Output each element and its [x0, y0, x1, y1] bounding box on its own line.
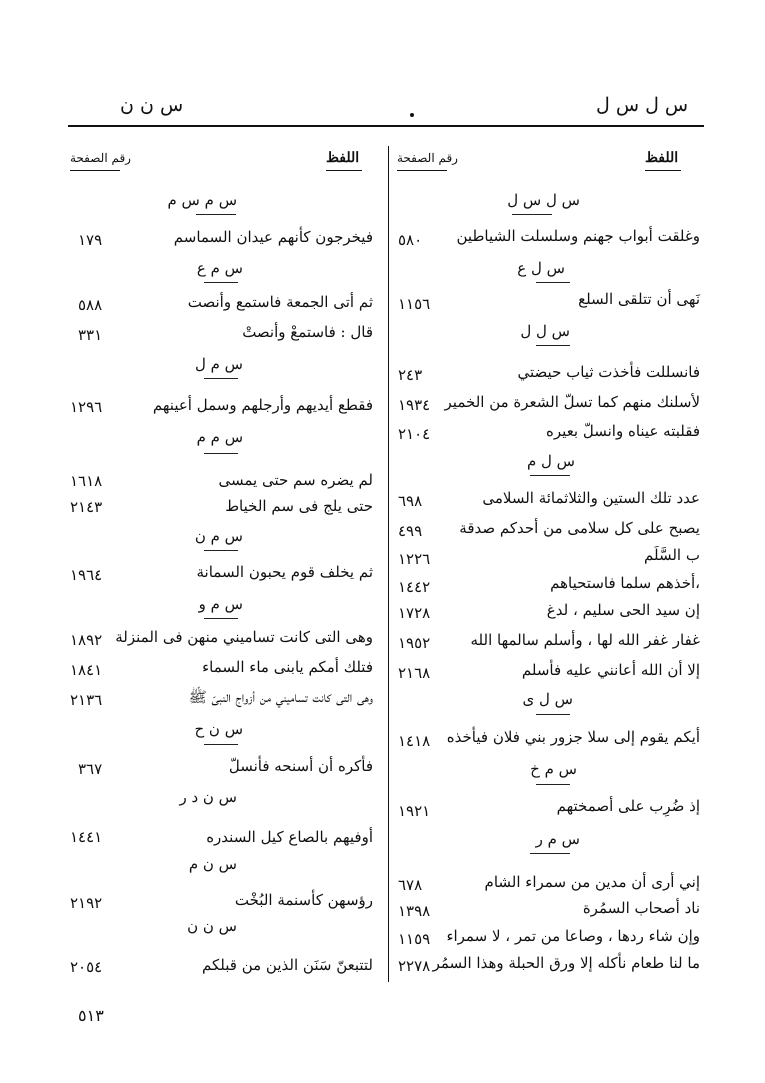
- entry-page-number: ٦٧٨: [398, 876, 423, 894]
- entry-page-number: ٢١٣٦: [70, 691, 103, 709]
- entry-page-number: ١١٥٩: [398, 930, 431, 948]
- root-heading: س م س م: [167, 191, 237, 209]
- right-page-column-heading: رقم الصفحة: [397, 151, 458, 165]
- left-word-heading-underline: [326, 170, 362, 171]
- entry-page-number: ١٩٢١: [398, 802, 431, 820]
- root-heading: س ل ى: [522, 690, 573, 708]
- entry-page-number: ١٧٢٨: [398, 604, 431, 622]
- entry-text: وإن شاء ردها ، وصاعا من تمر ، لا سمراء: [446, 927, 700, 945]
- entry-text: فيخرجون كأنهم عيدان السماسم: [173, 228, 373, 246]
- header-rule: [68, 125, 704, 127]
- entry-page-number: ٢١٩٢: [70, 894, 103, 912]
- entry-text: قال : فاستمعْ وأنصتْ: [242, 323, 373, 341]
- right-page-heading-underline: [397, 170, 447, 171]
- entry-text: وغلقت أبواب جهنم وسلسلت الشياطين: [456, 227, 700, 245]
- root-heading: س ن د ر: [179, 788, 237, 806]
- entry-page-number: ١٦١٨: [70, 472, 103, 490]
- entry-page-number: ١٤٤١: [70, 828, 103, 846]
- root-heading: س م ر: [535, 830, 580, 848]
- entry-text: رؤسهن كأسنمة البُخْت: [234, 891, 373, 909]
- column-divider: [388, 146, 389, 982]
- entry-text: ما لنا طعام نأكله إلا ورق الحبلة وهذا السمُر: [432, 954, 700, 972]
- entry-page-number: ١٧٩: [78, 231, 103, 249]
- entry-text: يصبح على كل سلامى من أحدكم صدقة: [459, 519, 700, 537]
- entry-page-number: ٣٦٧: [78, 760, 103, 778]
- left-page-column-heading: رقم الصفحة: [70, 151, 131, 165]
- entry-text: فقلبته عيناه وانسلّ بعيره: [546, 422, 700, 440]
- left-word-column-heading: اللفظ: [326, 150, 360, 166]
- root-underline: [536, 784, 570, 785]
- entry-text: أوفيهم بالصاع كيل السندره: [206, 828, 373, 846]
- entry-text: إذ ضُرِب على أصمختهم: [556, 797, 700, 815]
- root-underline: [204, 744, 238, 745]
- root-heading: س م و: [198, 595, 243, 613]
- root-underline: [204, 453, 238, 454]
- entry-text: ،أخذهم سلما فاستحياهم: [550, 574, 700, 592]
- root-underline: [204, 618, 238, 619]
- entry-text: لتتبعنّ سَنَن الذين من قبلكم: [202, 956, 373, 974]
- root-heading: س ل س ل: [507, 191, 580, 209]
- entry-page-number: ٢١٤٣: [70, 498, 103, 516]
- entry-text: وهى التى كانت تساميني منهن فى المنزلة: [115, 628, 373, 646]
- entry-text: لم يضره سم حتى يمسى: [218, 471, 373, 489]
- entry-page-number: ١٢٩٦: [70, 398, 103, 416]
- root-heading: س ل ع: [517, 259, 565, 277]
- root-underline: [530, 853, 570, 854]
- right-word-heading-underline: [645, 170, 681, 171]
- entry-text: عدد تلك الستين والثلاثمائة السلامى: [482, 489, 700, 507]
- entry-page-number: ١٩٦٤: [70, 566, 103, 584]
- entry-page-number: ١٤١٨: [398, 732, 431, 750]
- entry-page-number: ٦٩٨: [398, 492, 423, 510]
- entry-text: فأكره أن أسنحه فأنسلّ: [228, 757, 373, 775]
- root-underline: [204, 378, 238, 379]
- root-heading: س م ن: [194, 527, 243, 545]
- root-heading: س ن ح: [194, 720, 243, 738]
- root-heading: س ل ل: [520, 322, 570, 340]
- running-header-left-root: س ن ن: [120, 94, 184, 116]
- entry-page-number: ٢١٦٨: [398, 664, 431, 682]
- root-underline: [196, 214, 236, 215]
- entry-page-number: ١٣٩٨: [398, 902, 431, 920]
- entry-text: ثم أتى الجمعة فاستمع وأنصت: [187, 293, 373, 311]
- entry-text: فانسللت فأخذت ثياب حيضتي: [517, 363, 700, 381]
- entry-page-number: ٢٠٥٤: [70, 958, 103, 976]
- entry-text: غفار غفر الله لها ، وأسلم سالمها الله: [470, 631, 700, 649]
- root-heading: س ن م: [188, 855, 237, 873]
- entry-page-number: ١٢٢٦: [398, 550, 431, 568]
- entry-page-number: ١٩٣٤: [398, 396, 431, 414]
- page-number: ٥١٣: [78, 1006, 104, 1025]
- entry-page-number: ١٩٥٢: [398, 634, 431, 652]
- root-underline: [536, 345, 570, 346]
- entry-text: أيكم يقوم إلى سلا جزور بني فلان فيأخذه: [446, 728, 700, 746]
- root-heading: س م ع: [196, 259, 243, 277]
- entry-page-number: ١٨٤١: [70, 661, 103, 679]
- root-heading: س ن ن: [187, 917, 237, 935]
- root-heading: س م م: [196, 428, 243, 446]
- entry-page-number: ٥٨٨: [78, 296, 103, 314]
- entry-text: ب السَّلَم: [644, 546, 700, 564]
- entry-text: حتى يلج فى سم الخياط: [225, 497, 373, 515]
- entry-text: وهى التى كانت تساميني من أزواج النبىّ ﷺ: [188, 688, 373, 706]
- entry-page-number: ٥٨٠: [398, 231, 423, 249]
- root-underline: [204, 550, 238, 551]
- entry-page-number: ٤٩٩: [398, 522, 423, 540]
- left-page-heading-underline: [70, 170, 120, 171]
- right-word-column-heading: اللفظ: [645, 150, 679, 166]
- root-underline: [512, 214, 552, 215]
- entry-text: ناد أصحاب السمُرة: [582, 899, 700, 917]
- entry-page-number: ٢٤٣: [398, 366, 423, 384]
- entry-text: نَهى أن تتلقى السلع: [578, 290, 700, 308]
- entry-page-number: ١٤٤٢: [398, 578, 431, 596]
- entry-text: فقطع أيديهم وأرجلهم وسمل أعينهم: [152, 396, 373, 414]
- root-heading: س م ل: [194, 355, 243, 373]
- header-dot: [410, 113, 414, 117]
- root-heading: س م خ: [530, 760, 577, 778]
- entry-page-number: ١٨٩٢: [70, 631, 103, 649]
- root-underline: [204, 282, 238, 283]
- root-underline: [536, 282, 570, 283]
- entry-text: لأسلنك منهم كما تسلّ الشعرة من الخمير: [444, 393, 700, 411]
- entry-text: إني أرى أن مدين من سمراء الشام: [484, 873, 700, 891]
- running-header-right-root: س ل س ل: [596, 94, 689, 116]
- entry-text: فتلك أمكم يابنى ماء السماء: [202, 658, 373, 676]
- entry-page-number: ٢٢٧٨: [398, 957, 431, 975]
- entry-page-number: ٣٣١: [78, 326, 103, 344]
- root-heading: س ل م: [526, 452, 575, 470]
- entry-page-number: ٢١٠٤: [398, 425, 431, 443]
- entry-text: إن سيد الحى سليم ، لدغ: [546, 601, 700, 619]
- root-underline: [536, 714, 570, 715]
- root-underline: [530, 475, 570, 476]
- entry-text: ثم يخلف قوم يحبون السمانة: [196, 563, 373, 581]
- entry-text: إلا أن الله أعانني عليه فأسلم: [521, 661, 700, 679]
- entry-page-number: ١١٥٦: [398, 295, 431, 313]
